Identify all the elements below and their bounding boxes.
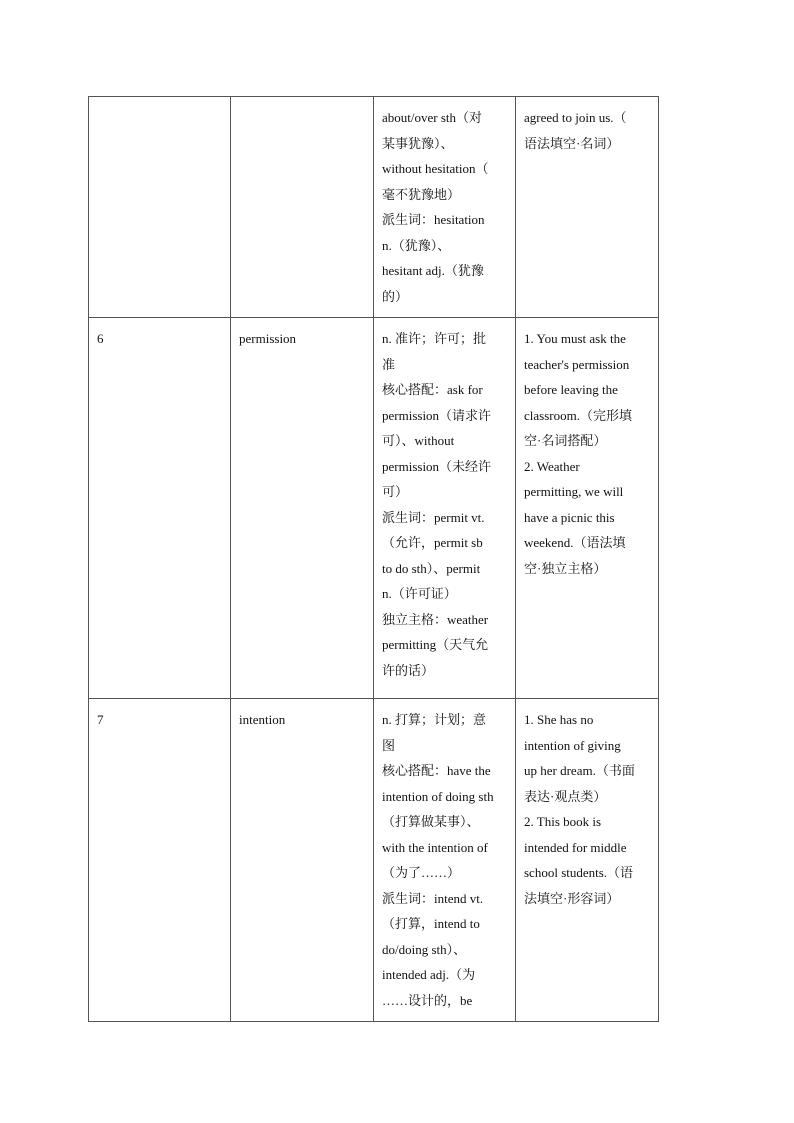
meaning-line: 图: [382, 737, 396, 753]
meaning-line: 准: [382, 356, 396, 372]
meaning-line: 可）、without: [382, 433, 455, 448]
meaning-line: intended adj.（为: [382, 967, 476, 982]
meaning-line: 的）: [382, 288, 409, 304]
meaning-line: without hesitation（: [382, 161, 489, 176]
word-cell: intention: [231, 699, 374, 1022]
meaning-line: to do sth）、permit: [382, 560, 481, 576]
example-line: classroom.（完形填: [524, 407, 632, 423]
example-line: 空·名词搭配）: [524, 433, 607, 448]
meaning-line: ……设计的，be: [382, 992, 473, 1008]
example-line: before leaving the: [524, 382, 618, 397]
table-row: [89, 97, 659, 318]
row-number-cell: 6: [89, 318, 231, 699]
meaning-line: n.（许可证）: [382, 586, 457, 601]
meaning-cell: [374, 699, 516, 1022]
meaning-line: with the intention of: [382, 839, 488, 855]
meaning-cell: [374, 318, 516, 699]
example-line: permitting, we will: [524, 484, 624, 499]
meaning-cell: [374, 97, 516, 318]
meaning-line: 毫不犹豫地）: [382, 186, 461, 202]
row-number-cell: [89, 97, 231, 318]
example-line: school students.（语: [524, 865, 634, 880]
table-row: [89, 699, 659, 1022]
example-line: intended for middle: [524, 839, 627, 855]
example-cell: [516, 97, 659, 318]
meaning-line: do/doing sth）、: [382, 941, 467, 957]
meaning-line: 许的话）: [382, 662, 435, 678]
meaning-line: n. 打算；计划；意: [382, 712, 487, 727]
example-line: 法填空·形容词）: [524, 890, 620, 906]
meaning-line: hesitant adj.（犹豫: [382, 263, 484, 278]
example-line: 表达·观点类）: [524, 788, 607, 804]
example-line: up her dream.（书面: [524, 763, 635, 778]
meaning-line: 核心搭配：ask for: [382, 382, 483, 397]
example-line: teacher's permission: [524, 356, 630, 372]
example-line: 语法填空·名词）: [524, 135, 620, 151]
meaning-line: 某事犹豫）、: [382, 135, 454, 151]
meaning-line: （为了……）: [382, 865, 461, 880]
meaning-line: （允许，permit sb: [382, 535, 483, 550]
meaning-line: n.（犹豫）、: [382, 237, 451, 253]
meaning-line: about/over sth（对: [382, 110, 483, 125]
meaning-line: 派生词：intend vt.: [382, 890, 484, 906]
meaning-line: 派生词：hesitation: [382, 212, 485, 227]
example-cell: [516, 318, 659, 699]
meaning-line: permitting（天气允: [382, 637, 489, 652]
meaning-line: permission（未经许: [382, 458, 492, 474]
meaning-line: 可）: [382, 484, 409, 499]
vocabulary-table: [88, 96, 659, 1022]
meaning-line: permission（请求许: [382, 407, 492, 423]
example-cell: [516, 699, 659, 1022]
word-cell: [231, 97, 374, 318]
meaning-line: 核心搭配：have the: [382, 763, 491, 778]
example-line: 1. You must ask the: [524, 331, 626, 346]
example-line: 1. She has no: [524, 712, 594, 727]
meaning-line: （打算，intend to: [382, 916, 480, 931]
table-row: [89, 318, 659, 699]
example-line: weekend.（语法填: [524, 535, 626, 550]
meaning-line: （打算做某事）、: [382, 814, 480, 829]
word-cell: permission: [231, 318, 374, 699]
example-line: have a picnic this: [524, 509, 615, 525]
meaning-line: n. 准许；许可；批: [382, 331, 487, 346]
example-line: agreed to join us.（: [524, 110, 627, 125]
example-line: 空·独立主格）: [524, 560, 607, 576]
example-line: intention of giving: [524, 737, 621, 753]
meaning-line: 派生词：permit vt.: [382, 509, 485, 525]
example-line: 2. This book is: [524, 814, 602, 829]
meaning-line: intention of doing sth: [382, 788, 494, 804]
row-number-cell: 7: [89, 699, 231, 1022]
meaning-line: 独立主格：weather: [382, 611, 489, 627]
example-line: 2. Weather: [524, 458, 580, 474]
